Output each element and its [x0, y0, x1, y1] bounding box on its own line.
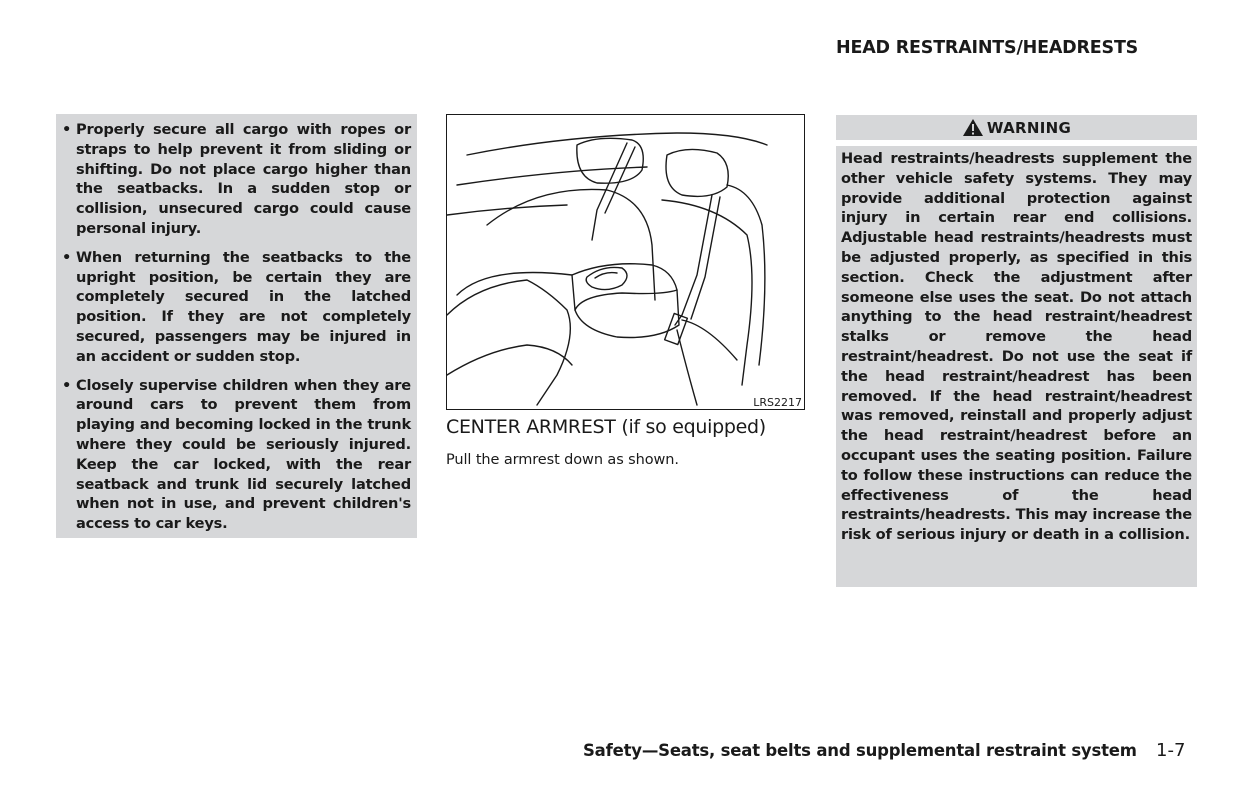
- section-header: HEAD RESTRAINTS/HEADRESTS: [836, 38, 1139, 58]
- list-item-text: Properly secure all cargo with ropes or straps to help prevent it from sliding or shifting. Do not place cargo higher than the seatbacks. In a sudden stop or collision, unsecured cargo could cause personal injury.: [76, 121, 411, 237]
- chapter-title: Safety—Seats, seat belts and supplemental restraint system: [583, 741, 1137, 760]
- body-text: Pull the armrest down as shown.: [446, 452, 679, 468]
- page-number: 1-7: [1156, 740, 1186, 761]
- bullet: •: [62, 121, 72, 138]
- bullet: •: [62, 248, 72, 266]
- list-item: [62, 120, 411, 239]
- list-item: [62, 376, 411, 534]
- warning-label: WARNING: [986, 118, 1072, 137]
- caution-list: [56, 114, 417, 534]
- warning-header: [836, 115, 1197, 140]
- list-item: [62, 248, 411, 367]
- warning-text: Head restraints/headrests supplement the other vehicle safety systems. They may provide additional protection against injury in certain rear end collisions. Adjustable head restraints/headrests must be adjusted properly, as specified in this section. Check the adjustment after someone else uses the seat. Do not attach anything to the head restraint/headrest stalks or remove the head restraint/headrest. Do not use the seat if the head restraint/headrest has been removed. If the head restraint/headrest was removed, reinstall and properly adjust the head restraint/headrest before an occupant uses the seating position. Failure to follow these instructions can reduce the effectiveness of the head restraints/headrests. This may increase the risk of serious injury or death in a collision.: [841, 150, 1192, 544]
- warning-box: [836, 146, 1197, 587]
- armrest-illustration: [446, 114, 805, 410]
- list-item-text: Closely supervise children when they are around cars to prevent them from playing and becoming locked in the trunk where they could be seriously injured. Keep the car locked, with the rear seatback and trunk lid securely latched when not in use, and prevent children's access to car keys.: [76, 376, 411, 533]
- page-footer: [583, 740, 1185, 761]
- subsection-heading: CENTER ARMREST (if so equipped): [446, 416, 766, 438]
- warning-triangle-icon: [962, 118, 984, 137]
- list-item-text: When returning the seatbacks to the upright position, be certain they are completely secured in the latched position. If they are not completely secured, passengers may be injured in an accident or sudden stop.: [76, 248, 411, 365]
- rear-seat-armrest-drawing: [447, 115, 803, 408]
- figure-code: LRS2217: [753, 396, 802, 409]
- caution-list-box: [56, 114, 417, 538]
- bullet: •: [62, 376, 72, 394]
